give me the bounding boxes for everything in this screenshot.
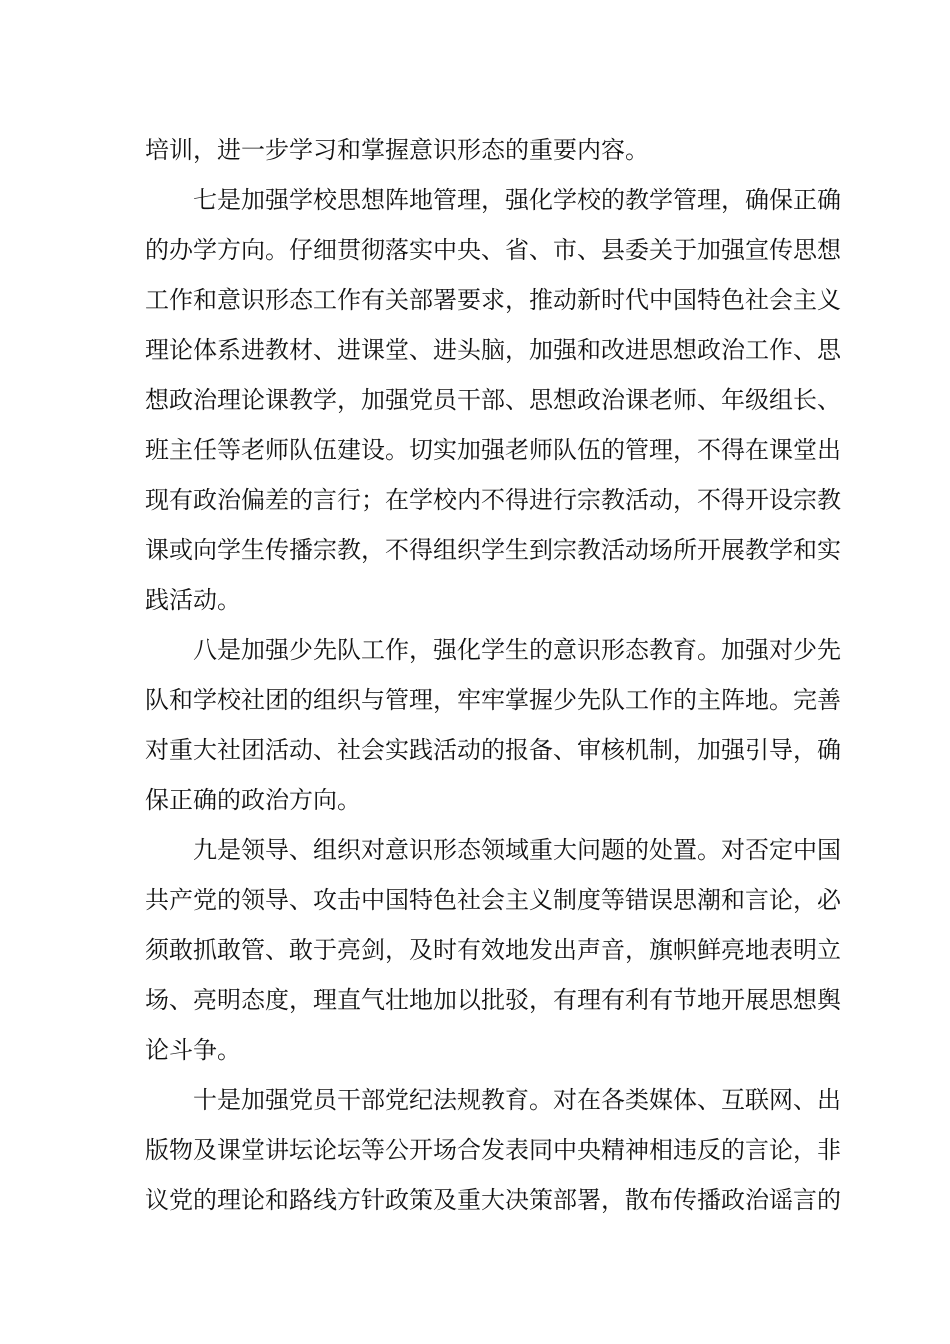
text-line: 保正确的政治方向。: [145, 786, 361, 814]
text-line: 工作和意识形态工作有关部署要求，推动新时代中国特色社会主义: [145, 286, 841, 314]
paragraph-8-line: 八是加强少先队工作，强化学生的意识形态教育。加强对少先: [193, 636, 841, 664]
text-line: 论斗争。: [145, 1036, 241, 1064]
text-line: 须敢抓敢管、敢于亮剑，及时有效地发出声音，旗帜鲜亮地表明立: [145, 936, 841, 964]
text-line: 课或向学生传播宗教，不得组织学生到宗教活动场所开展教学和实: [145, 536, 841, 564]
text-line: 践活动。: [145, 586, 241, 614]
text-line: 想政治理论课教学，加强党员干部、思想政治课老师、年级组长、: [145, 386, 841, 414]
text-line: 对重大社团活动、社会实践活动的报备、审核机制，加强引导，确: [145, 736, 841, 764]
text-line: 培训，进一步学习和掌握意识形态的重要内容。: [145, 136, 649, 164]
text-line: 现有政治偏差的言行；在学校内不得进行宗教活动，不得开设宗教: [145, 486, 841, 514]
text-line: 的办学方向。仔细贯彻落实中央、省、市、县委关于加强宣传思想: [145, 236, 841, 264]
paragraph-10-line: 十是加强党员干部党纪法规教育。对在各类媒体、互联网、出: [193, 1086, 841, 1114]
text-line: 理论体系进教材、进课堂、进头脑，加强和改进思想政治工作、思: [145, 336, 841, 364]
text-line: 共产党的领导、攻击中国特色社会主义制度等错误思潮和言论，必: [145, 886, 841, 914]
text-line: 版物及课堂讲坛论坛等公开场合发表同中央精神相违反的言论，非: [145, 1136, 841, 1164]
text-line: 班主任等老师队伍建设。切实加强老师队伍的管理，不得在课堂出: [145, 436, 841, 464]
text-line: 场、亮明态度，理直气壮地加以批驳，有理有利有节地开展思想舆: [145, 986, 841, 1014]
text-line: 议党的理论和路线方针政策及重大决策部署，散布传播政治谣言的: [145, 1186, 841, 1214]
text-line: 队和学校社团的组织与管理，牢牢掌握少先队工作的主阵地。完善: [145, 686, 841, 714]
paragraph-7-line: 七是加强学校思想阵地管理，强化学校的教学管理，确保正确: [193, 186, 841, 214]
paragraph-9-line: 九是领导、组织对意识形态领域重大问题的处置。对否定中国: [193, 836, 841, 864]
